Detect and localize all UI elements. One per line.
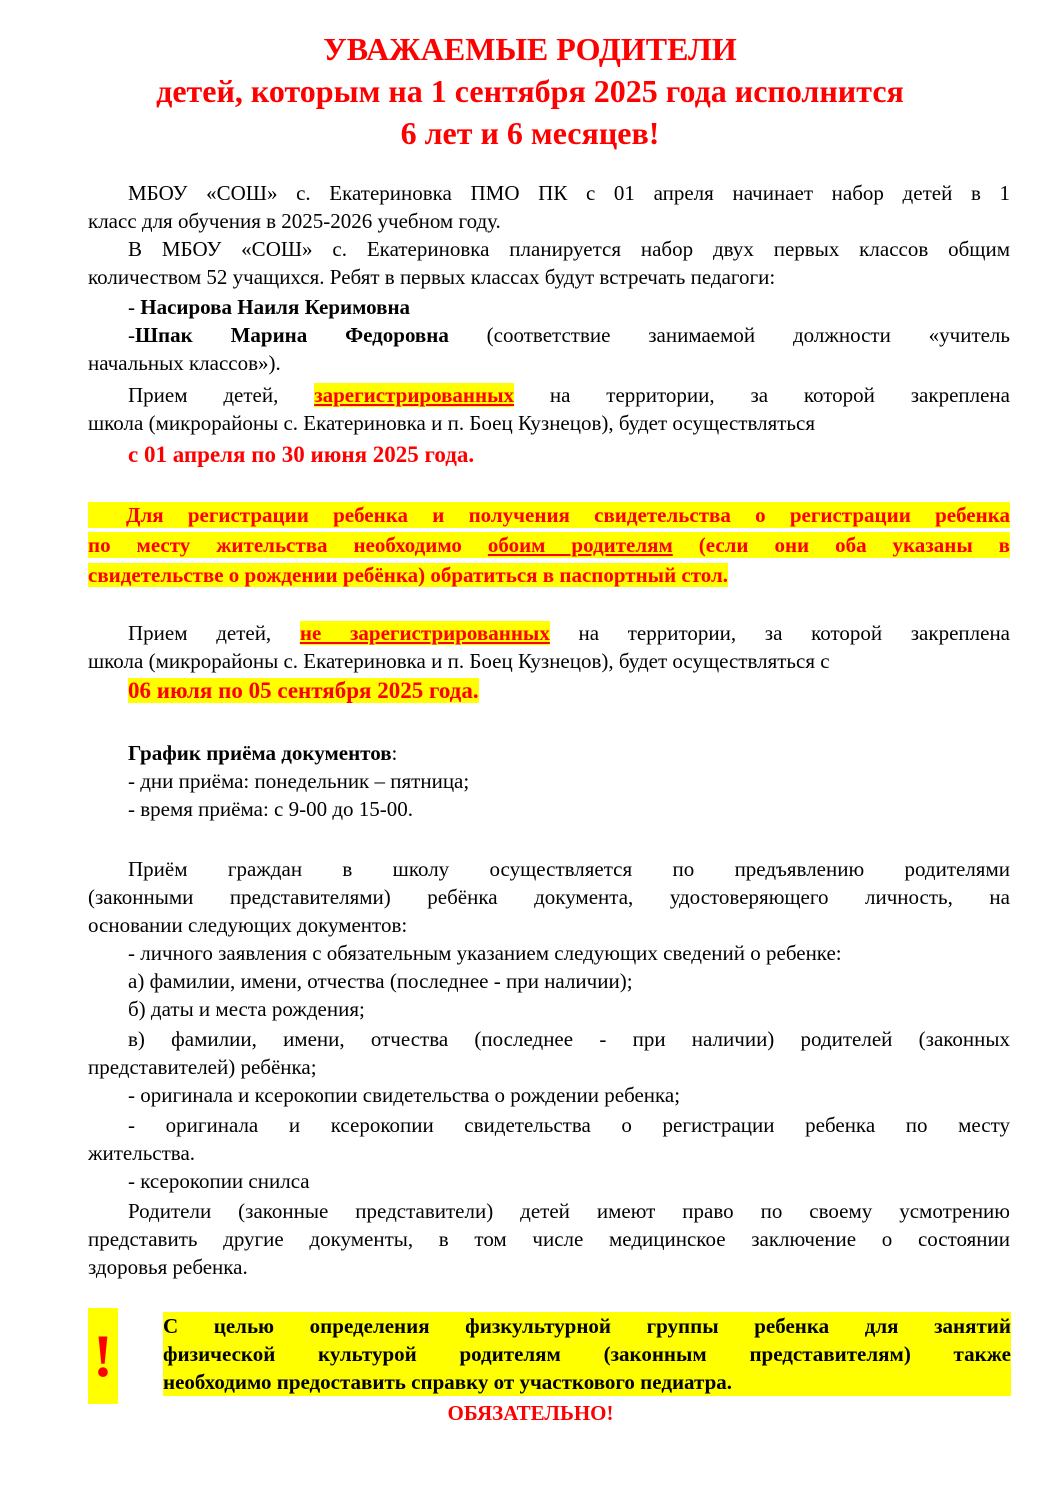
teacher-1-name: Насирова Наиля Керимовна xyxy=(140,295,411,319)
intro-p2-line1: В МБОУ «СОШ» с. Екатериновка планируется набор двух первых классов общим xyxy=(128,237,1010,261)
registered-line2: школа (микрорайоны с. Екатериновка и п. Боец Кузнецов), будет осуществляться xyxy=(88,411,815,435)
teacher-2-prefix: - xyxy=(128,323,135,347)
documents-rights-line3: здоровья ребенка. xyxy=(88,1255,248,1279)
heading-line-3: 6 лет и 6 месяцев! xyxy=(400,115,660,151)
documents-item-snils: - ксерокопии снилса xyxy=(128,1169,310,1193)
documents-item-c-line2: представителей) ребёнка; xyxy=(88,1055,317,1079)
intro-p2-line2: количеством 52 учащихся. Ребят в первых классах будут встречать педагоги: xyxy=(88,265,776,289)
documents-rights-line1: Родители (законные представители) детей имеют право по своему усмотрению xyxy=(128,1199,1010,1223)
documents-item-c-line1: в) фамилии, имени, отчества (последнее - при наличии) родителей (законных xyxy=(128,1027,1010,1051)
reg-notice-line3-text: свидетельстве о рождении ребёнка) обратиться в паспортный стол. xyxy=(88,563,729,587)
documents-item-reg-cert-line2: жительства. xyxy=(88,1141,196,1165)
documents-rights-line2: представить другие документы, в том числе медицинское заключение о состоянии xyxy=(88,1227,1010,1251)
registered-dates xyxy=(128,442,1010,468)
registered-line1-b: на территории, за которой закреплена xyxy=(514,383,1010,407)
schedule-days: - дни приёма: понедельник – пятница; xyxy=(128,769,470,793)
reg-notice-both-parents: обоим родителям xyxy=(487,533,673,557)
registered-line1 xyxy=(128,382,1010,408)
teacher-1 xyxy=(128,294,1010,320)
intro-p1-line1: МБОУ «СОШ» с. Екатериновка ПМО ПК с 01 апреля начинает набор детей в 1 xyxy=(128,181,1010,205)
reg-notice-line2 xyxy=(88,532,1010,558)
registered-line1-a: Прием детей, xyxy=(128,383,315,407)
not-registered-dates-text: 06 июля по 05 сентября 2025 года. xyxy=(128,678,479,703)
registered-highlight: зарегистрированных xyxy=(314,383,515,407)
mandatory-excl: ! xyxy=(606,1401,614,1425)
not-registered-highlight: не зарегистрированных xyxy=(299,621,550,645)
schedule-title-text: График приёма документов xyxy=(128,741,392,765)
not-registered-line1 xyxy=(128,620,1010,646)
teacher-1-prefix: - xyxy=(128,295,141,319)
reg-notice-line1-text: Для регистрации ребенка и получения свидетельства о регистрации ребенка xyxy=(88,502,1010,528)
schedule-title-colon: : xyxy=(391,741,398,765)
documents-line3: основании следующих документов: xyxy=(88,913,408,937)
documents-line1: Приём граждан в школу осуществляется по предъявлению родителями xyxy=(128,857,1010,881)
medical-notice-line2: физической культурой родителям (законным представителям) также xyxy=(163,1342,1011,1366)
documents-line2: (законными представителями) ребёнка документа, удостоверяющего личность, на xyxy=(88,885,1010,909)
medical-notice-line3: необходимо предоставить справку от участкового педиатра. xyxy=(163,1370,733,1394)
registered-dates-text: с 01 апреля по 30 июня 2025 года. xyxy=(128,442,475,467)
reg-notice-line3 xyxy=(88,562,728,588)
mandatory-text: ОБЯЗАТЕЛЬНО xyxy=(447,1401,607,1425)
documents-item-b: б) даты и места рождения; xyxy=(128,997,365,1021)
reg-notice-line2-b: (если они оба указаны в xyxy=(672,533,1010,557)
teacher-2-name: Шпак Марина Федоровна xyxy=(135,323,449,347)
documents-item-a: а) фамилии, имени, отчества (последнее - при наличии); xyxy=(128,969,633,993)
intro-p1-line2: класс для обучения в 2025-2026 учебном году. xyxy=(88,209,501,233)
schedule-time: - время приёма: с 9-00 до 15-00. xyxy=(128,797,414,821)
reg-notice-line2-a: по месту жительства необходимо xyxy=(88,533,488,557)
not-registered-dates xyxy=(128,678,1010,704)
exclamation-mark-icon: ! xyxy=(88,1308,118,1404)
documents-item-reg-cert-line1: - оригинала и ксерокопии свидетельства о регистрации ребенка по месту xyxy=(128,1113,1010,1137)
teacher-2-note-line2: начальных классов»). xyxy=(88,351,281,375)
documents-item-application: - личного заявления с обязательным указанием следующих сведений о ребенке: xyxy=(128,941,842,965)
documents-item-birth-cert: - оригинала и ксерокопии свидетельства о рождении ребенка; xyxy=(128,1083,681,1107)
not-registered-line1-a: Прием детей, xyxy=(128,621,300,645)
reg-notice-line1 xyxy=(88,502,1010,528)
mandatory-label xyxy=(0,1400,1061,1426)
teacher-2-note: (соответствие занимаемой должности «учитель xyxy=(448,323,1010,347)
teacher-2 xyxy=(128,322,1010,348)
not-registered-line1-b: на территории, за которой закреплена xyxy=(549,621,1011,645)
heading-line-1: УВАЖАЕМЫЕ РОДИТЕЛИ xyxy=(323,31,737,67)
not-registered-line2: школа (микрорайоны с. Екатериновка и п. Боец Кузнецов), будет осуществляться с xyxy=(88,649,830,673)
schedule-title xyxy=(128,740,1010,766)
heading-line-2: детей, которым на 1 сентября 2025 года исполнится xyxy=(156,73,904,109)
medical-notice xyxy=(163,1312,1011,1396)
medical-notice-line1: С целью определения физкультурной группы ребенка для занятий xyxy=(163,1314,1011,1338)
